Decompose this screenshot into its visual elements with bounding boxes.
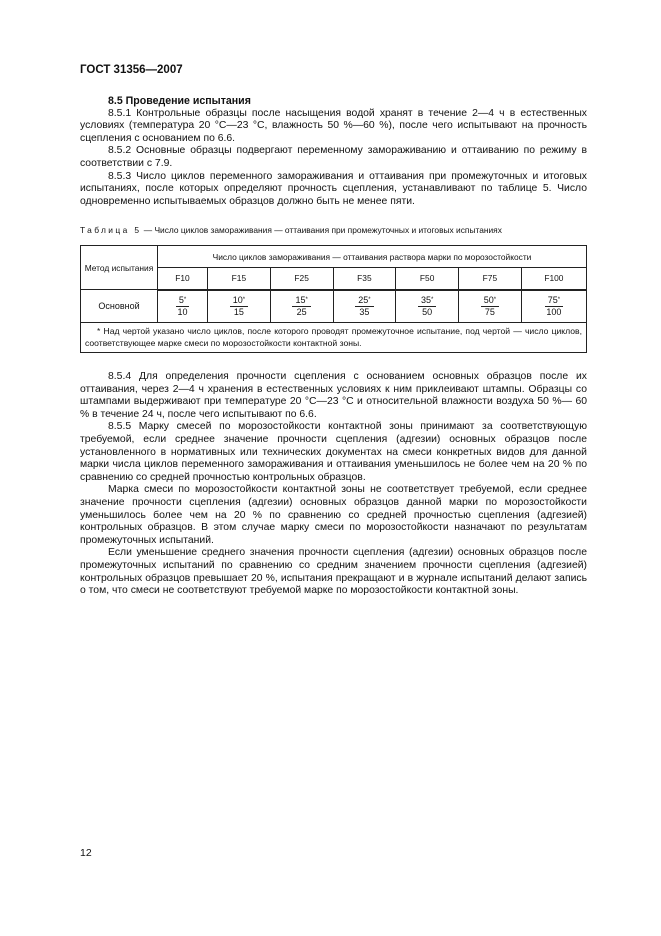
asterisk: *	[183, 296, 187, 303]
intermediate-cycles: 25	[358, 294, 369, 305]
cycle-fraction	[521, 290, 586, 323]
paragraph-termination: Если уменьшение среднего значения прочности сцепления (адгезии) основных образцов после промежуточных испытаний по сравнению со средним значением прочности сцепления (адгезией) контрольных образцов превышает 20 %, испытания прекращают и в журнале испытаний делают запись о том, что смеси не соответствуют требуемой марке по морозостойкости контактной зоны.	[80, 547, 587, 597]
cycle-fraction	[459, 290, 522, 323]
grade-header: F50	[396, 268, 459, 290]
grade-header: F10	[158, 268, 208, 290]
section-continued	[80, 371, 587, 598]
caption-prefix: Таблица 5	[80, 225, 142, 235]
cycle-fraction	[270, 290, 333, 323]
grade-header: F25	[270, 268, 333, 290]
table-caption	[80, 225, 590, 235]
paragraph-8-5-3: 8.5.3 Число циклов переменного замораживания и оттаивания при промежуточных и итоговых испытаниях, после которых определяют прочность сцепления, устанавливают по таблице 5. Число одновременно испытываемых образцов должно быть не менее пяти.	[80, 170, 587, 207]
intermediate-cycles: 50	[483, 294, 494, 305]
table-row	[81, 290, 587, 323]
group-header: Число циклов замораживания — оттаивания раствора марки по морозостойкости	[158, 246, 587, 268]
final-cycles: 100	[546, 306, 562, 317]
section-8-5	[80, 95, 587, 208]
row-label: Основной	[81, 290, 158, 323]
asterisk: *	[305, 296, 308, 303]
cycle-fraction	[158, 290, 208, 323]
table-freeze-cycles	[80, 245, 587, 353]
caption-text: — Число циклов замораживания — оттаивания при промежуточных и итоговых испытаниях	[141, 225, 502, 235]
method-header: Метод испытания	[81, 246, 158, 290]
paragraph-8-5-2: 8.5.2 Основные образцы подвергают переменному замораживанию и оттаиванию по режиму в соответствии с 7.9.	[80, 145, 587, 169]
asterisk: *	[368, 296, 371, 303]
intermediate-cycles: 75	[547, 294, 558, 305]
note-text: * Над чертой указано число циклов, после которого проводят промежуточное испытание, под чертой — число циклов, соответствующее марке смеси по морозостойкости контактной зоны.	[85, 326, 582, 348]
grade-header: F75	[459, 268, 522, 290]
cycle-fraction	[333, 290, 396, 323]
paragraph-8-5-5: 8.5.5 Марку смесей по морозостойкости контактной зоны принимают за соответствующую требуемой, если среднее значение прочности сцепления (адгезии) основных образцов после установленного в нормативных или технических документах на смеси конкретных видов для данной марки числа циклов переменного замораживания и оттаивания уменьшилось не более чем на 20 % по сравнению со средней прочностью контрольных образцов.	[80, 421, 587, 483]
paragraph-nonconformity: Марка смеси по морозостойкости контактной зоны не соответствует требуемой, если среднее значение прочности сцепления (адгезии) основных образцов данной марки по морозостойкости уменьшилось более чем на 20 % по сравнению со средней прочностью сцепления (адгезией) контрольных образцов. В этом случае марку смеси по морозостойкости назначают по результатам промежуточных испытаний.	[80, 484, 587, 546]
intermediate-cycles: 5	[178, 294, 184, 305]
final-cycles: 35	[359, 306, 370, 317]
paragraph-8-5-4: 8.5.4 Для определения прочности сцепления с основанием основных образцов после их оттаивания, через 2—4 ч хранения в естественных условиях к ним приклеивают штампы. Образцы со штампами выдерживают при температуре 20 °С—23 °С и относительной влажности воздуха 50 %— 60 % в течение 24 ч, после чего испытывают по 6.6.	[80, 371, 587, 420]
table-note	[81, 323, 587, 353]
grade-header: F35	[333, 268, 396, 290]
asterisk: *	[242, 296, 246, 303]
asterisk: *	[557, 296, 561, 303]
intermediate-cycles: 15	[295, 294, 306, 305]
final-cycles: 10	[177, 306, 188, 317]
final-cycles: 50	[422, 306, 433, 317]
cycle-fraction	[396, 290, 459, 323]
grade-header: F100	[521, 268, 586, 290]
final-cycles: 25	[296, 306, 307, 317]
document-header: ГОСТ 31356—2007	[80, 64, 183, 76]
asterisk: *	[493, 296, 497, 303]
paragraph-8-5-1: 8.5.1 Контрольные образцы после насыщения водой хранят в течение 2—4 ч в естественных условиях (температура 20 °С—23 °С, влажность 50 %—60 %), после чего испытывают на прочность сцепления с основанием по 6.6.	[80, 107, 587, 144]
cycle-fraction	[208, 290, 271, 323]
final-cycles: 15	[233, 306, 244, 317]
intermediate-cycles: 35	[420, 294, 431, 305]
page-number: 12	[80, 847, 92, 859]
section-title: 8.5 Проведение испытания	[108, 95, 251, 107]
intermediate-cycles: 10	[232, 294, 243, 305]
asterisk: *	[430, 296, 434, 303]
final-cycles: 75	[484, 306, 495, 317]
grade-header: F15	[208, 268, 271, 290]
